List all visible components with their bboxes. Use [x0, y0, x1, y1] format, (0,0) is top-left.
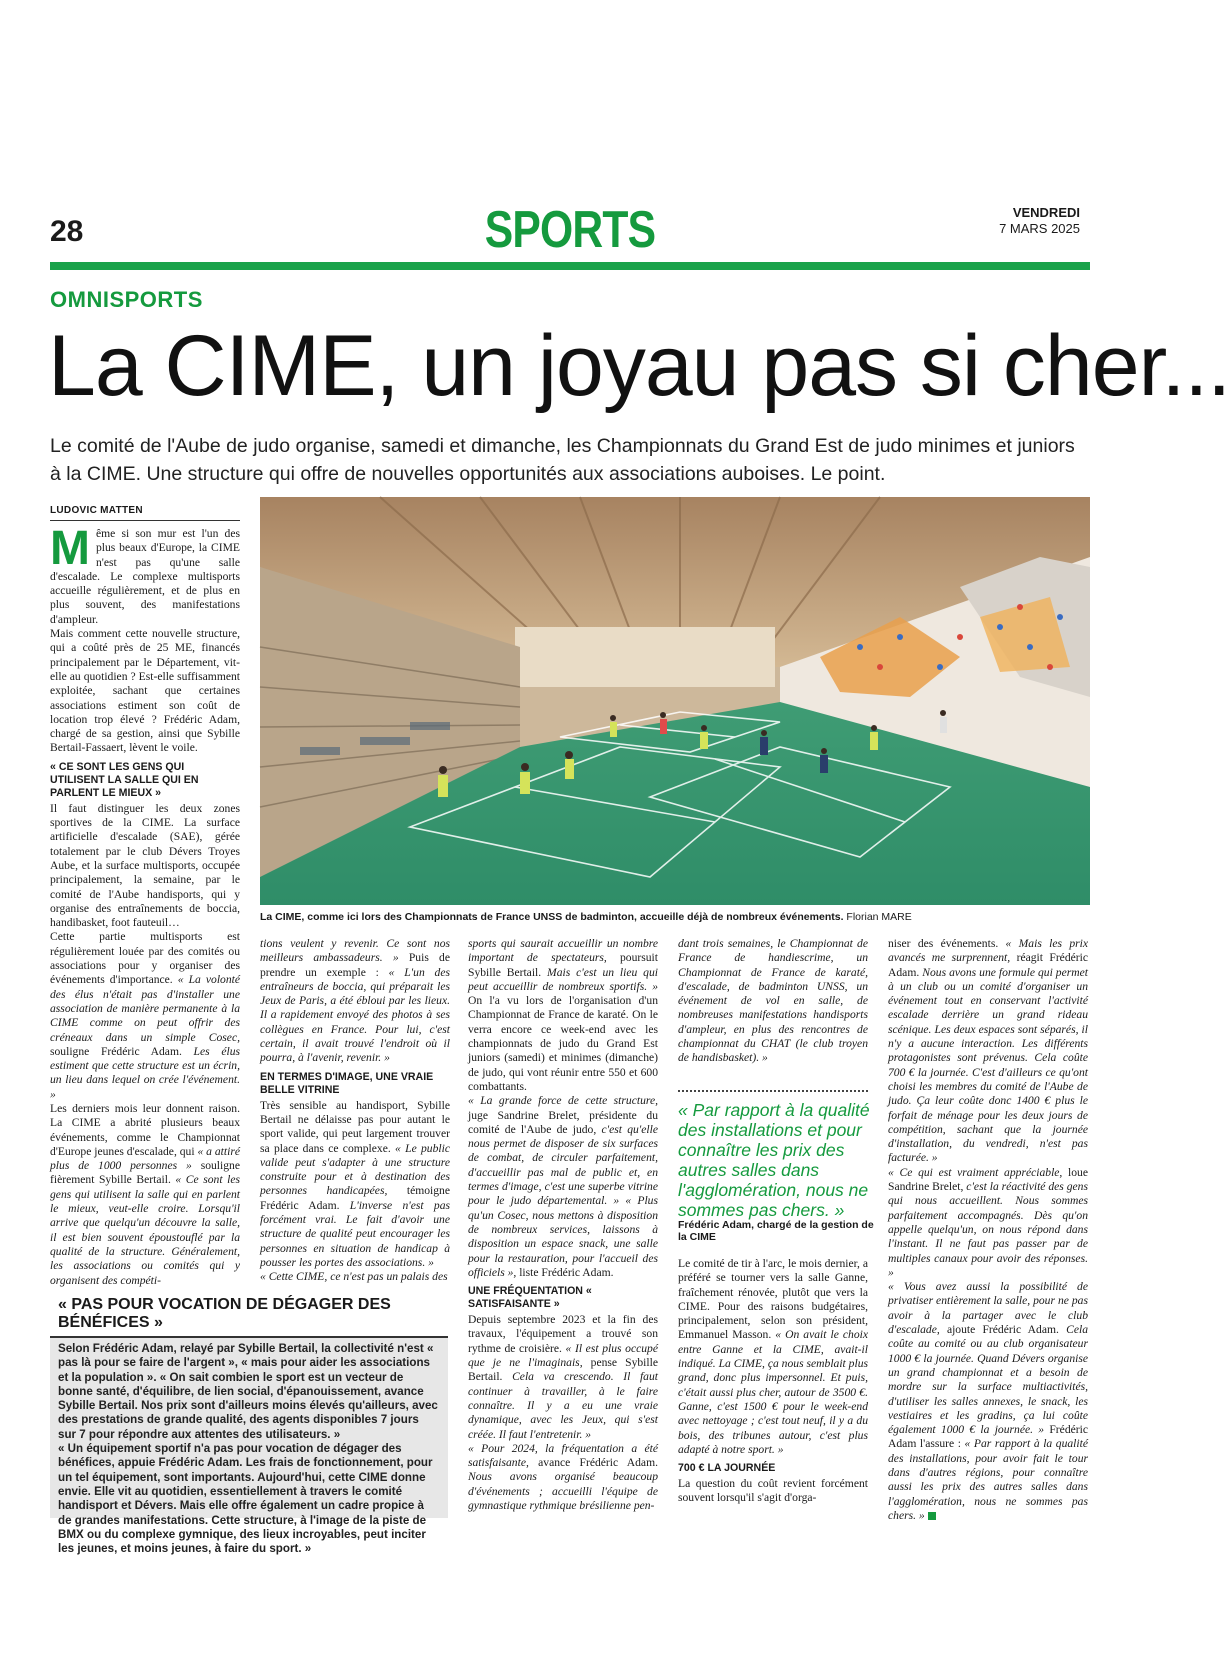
col1-p2: Mais comment cette nouvelle structure, qui a coûté près de 25 ME, financés principalement par le Département, vit-elle au quotidien ? Est-elle suffisamment exploitée, sachant que certaines associations estiment son coût de location trop élevé ? Frédéric Adam, chargé de sa gestion, ainsi que Sybille Bertail-Fassaert, lèvent le voile.	[50, 627, 240, 755]
col2-subhead: EN TERMES D'IMAGE, UNE VRAIE BELLE VITRINE	[260, 1070, 434, 1096]
page-number: 28	[50, 215, 84, 248]
col4-subhead: 700 € LA JOURNÉE	[678, 1462, 776, 1475]
col1-p5: Les derniers mois leur donnent raison. La CIME a abrité plusieurs beaux événements, comme le Championnat d'Europe jeunes d'escalade, qui « a attiré plus de 1000 personnes » souligne fièrement Sybille Bertail. « Ce sont les gens qui utilisent la salle qui en parlent le mieux, veut-elle croire. Lorsqu'il arrive que quelqu'un découvre la salle, il est bien souvent époustouflé par la qualité de la structure. Généralement, les associations ou comités qui y organisent des compéti-	[50, 1101, 240, 1287]
article-kicker: OMNISPORTS	[50, 287, 203, 312]
col3-p2: « La grande force de cette structure, juge Sandrine Brelet, présidente du comité de l'Aube de judo, c'est qu'elle nous permet de disposer de six surfaces de combat, de circuler parfaitement, d'accueillir pas mal de public et, en termes d'image, c'est une superbe vitrine pour le judo départemental. » « Plus qu'un Cosec, nous mettons à disposition de nombreux services, laissons à disposition un espace snack, une salle pour la restauration, pour l'accueil des officiels », liste Frédéric Adam.	[468, 1094, 658, 1279]
section-title: SPORTS	[484, 201, 656, 259]
photo-credit: Florian MARE	[846, 911, 912, 923]
pullquote-source: Frédéric Adam, chargé de la gestion de la CIME	[678, 1219, 874, 1243]
dateline-date: 7 MARS 2025	[999, 221, 1080, 236]
col5-p3: « Vous avez aussi la possibilité de privatiser entièrement la salle, pour ne pas avoir à la partager avec le club d'escalade, ajoute Frédéric Adam. Cela coûte au comité ou au club organisateur 1000 € la journée. Quand Dévers organise un grand championnat et a besoin de mordre sur la surface multiactivités, d'utiliser les salles annexes, le snack, les vestiaires et les gradins, ça lui coûte également 1000 € la journée. » Frédéric Adam l'assure : « Par rapport à la qualité des installations, pour avoir fait le tour dans d'autres régions, pour connaître aussi les prix des autres salles dans l'agglomération, nous ne sommes pas chers. »	[888, 1280, 1088, 1522]
article-column-3	[468, 937, 658, 1522]
col2-p1: tions veulent y revenir. Ce sont nos meilleurs ambassadeurs. » Puis de prendre un exemple : « L'un des entraîneurs de boccia, qui préparait les Jeux de Paris, a été ébloui par les lieux. Il a rapidement envoyé des photos à ses collègues en France. Pour lui, c'est certain, il avait trouvé l'endroit où il pourra, à l'avenir, revenir. »	[260, 937, 450, 1065]
photo-caption	[260, 911, 1090, 923]
article-column-1	[50, 522, 241, 1287]
col5-p1: niser des événements. « Mais les prix avancés me surprennent, réagit Frédéric Adam. Nous avons une formule qui permet à un club ou un comité d'organiser un événement tout en conservant l'activité escalade derrière un grand rideau scénique. Les deux espaces sont séparés, il n'y a aucune interaction. Les différents protagonistes sont prévenus. Cela coûte 700 € la journée. C'est d'ailleurs ce qu'ont choisi les membres du comité de l'Aube de judo. Ça leur coûte donc 1400 € plus le forfait de ménage pour les deux jours de compétition, sachant que la journée d'installation, du vendredi, n'est pas facturée. »	[888, 937, 1089, 1165]
article-photo	[260, 497, 1090, 905]
article-standfirst: Le comité de l'Aube de judo organise, samedi et dimanche, les Championnats du Grand Est de judo minimes et juniors à la CIME. Une structure qui offre de nouvelles opportunités aux associations auboises. Le point.	[50, 435, 1075, 485]
col4-p2: Le comité de tir à l'arc, le mois dernier, a préféré se tourner vers la salle Ganne, fraîchement rénovée, plutôt que vers la CIME. Pour des raisons budgétaires, principalement, selon son président, Emmanuel Masson. « On avait le choix entre Ganne et la CIME, avait-il indiqué. La CIME, ça nous semblait plus grand, donc plus impersonnel. Et puis, c'était aussi plus cher, autour de 3500 €. Ganne, c'est 1500 € pour le week-end avec nettoyage ; c'est tout neuf, il y a du bois, des tribunes autour, c'est plus adapté à notre sport. »	[678, 1257, 869, 1456]
col1-subhead: « CE SONT LES GENS QUI UTILISENT LA SALLE QUI EN PARLENT LE MIEUX »	[50, 760, 199, 799]
col5-p2: « Ce qui est vraiment appréciable, loue Sandrine Brelet, c'est la réactivité des gens qui nous accueillent. Nous sommes parfaitement accompagnés. Dès qu'on appelle quelqu'un, on nous répond dans l'instant. Il ne faut pas passer par de multiples canaux pour avoir des réponses. »	[888, 1165, 1088, 1279]
article-column-4-top	[678, 937, 868, 1083]
dateline	[999, 205, 1080, 237]
col3-p1: sports qui saurait accueillir un nombre important de spectateurs, poursuit Sybille Bertail. Mais c'est un lieu qui peut accueillir de nombreux sportifs. » On l'a vu lors de l'organisation d'un Championnat de France de karaté. On le verra encore ce week-end avec les championnats de judo du Grand Est juniors (samedi) et minimes (dimanche) de judo, qui vont réunir entre 550 et 600 combattants.	[468, 937, 658, 1093]
header-rule	[50, 262, 1090, 270]
col3-subhead: UNE FRÉQUENTATION « SATISFAISANTE »	[468, 1285, 592, 1311]
sidebar-box-title: « PAS POUR VOCATION DE DÉGAGER DES BÉNÉFICES »	[50, 1290, 448, 1338]
col3-p3: Depuis septembre 2023 et la fin des travaux, l'équipement a trouvé son rythme de croisière. « Il est plus occupé que je ne l'imaginais, pense Sybille Bertail. Cela va crescendo. Il faut continuer à travailler, à le faire connaître. Il y a eu une vraie dynamique, avec les Jeux, qui s'est créée. Il faut l'entretenir. »	[468, 1313, 658, 1441]
sidebar-box-p1: Selon Frédéric Adam, relayé par Sybille Bertail, la collectivité n'est « pas là pour se faire de l'argent », « mais pour aider les associations et la population ». « On sait combien le sport est un vecteur de bonne santé, d'équilibre, de lien social, d'épanouissement, avance Sybille Bertail. Nos prix sont d'ailleurs moins élevés qu'ailleurs, avec des prestations de grande qualité, des agents disponibles 7 jours sur 7 pour répondre aux attentes des utilisateurs. »	[58, 1342, 438, 1441]
col4-p3: La question du coût revient forcément souvent lorsqu'il s'agit d'orga-	[678, 1477, 868, 1505]
col2-p2: Très sensible au handisport, Sybille Bertail ne délaisse pas pour autant le sport valide, qui peut largement trouver sa place dans ce complexe. « Le public valide peut s'adapter à une structure construite pour et à destination des personnes handicapées, témoigne Frédéric Adam. L'inverse n'est pas forcément vrai. Le fait d'avoir une structure de qualité peut encourager les personnes en situation de handicap à pousser les portes des associations. »	[260, 1098, 451, 1269]
pullquote: « Par rapport à la qualité des installations et pour connaître les prix des autres salles dans l'agglomération, nous ne sommes pas chers. »	[678, 1100, 870, 1220]
dateline-day: VENDREDI	[1012, 205, 1080, 220]
article-column-2	[260, 937, 450, 1282]
col1-p1: ême si son mur est l'un des plus beaux d'Europe, la CIME n'est pas qu'une salle d'escalade. Le complexe multisports accueille régulièrement, et de plus en plus souvent, des manifestations d'ampleur.	[50, 527, 240, 626]
col4-p1: dant trois semaines, le Championnat de France de handiescrime, un Championnat de France de karaté, d'escalade, de badminton UNSS, un événement de vol en salle, de nombreuses manifestations handisports d'ampleur, en plus des rencontres de championnat du CHAT (le club troyen de handisbasket). »	[678, 937, 868, 1065]
sidebar-box-text	[50, 1338, 448, 1560]
col1-p3: Il faut distinguer les deux zones sportives de la CIME. La surface artificielle d'escalade (SAE), gérée totalement par le club Dévers Troyes Aube, et la surface multisports, occupée principalement, la semaine, par le comité de l'Aube handisports, qui y organise des entraînements de boccia, handibasket, foot fauteuil…	[50, 801, 240, 930]
dropcap: M	[50, 522, 90, 575]
article-title: La CIME, un joyau pas si cher...	[48, 318, 1230, 414]
byline: LUDOVIC MATTEN	[50, 505, 143, 516]
badminton-hall-illustration	[260, 497, 1090, 905]
article-column-5	[888, 937, 1088, 1522]
col3-p4: « Pour 2024, la fréquentation a été satisfaisante, avance Frédéric Adam. Nous avons organisé beaucoup d'événements ; accueilli l'équipe de gymnastique rythmique brésilienne pen-	[468, 1441, 658, 1512]
sidebar-box-p2: « Un équipement sportif n'a pas pour vocation de dégager des bénéfices, appuie Frédéric Adam. Les frais de fonctionnement, pour un tel équipement, sont importants. Aujourd'hui, cette CIME donne envie. Elle vit au quotidien, essentiellement à travers le comité handisport et Dévers. Mais elle offre également un cadre propice à de grandes manifestations. Cette structure, à l'image de la piste de BMX ou du complexe gymnique, des lieux incroyables, peut inciter les jeunes, et moins jeunes, à faire du sport. »	[58, 1442, 433, 1556]
col1-p4: Cette partie multisports est régulièrement louée par des comités ou associations pour y organiser des événements d'importance. « La volonté des élus n'était pas d'installer une association de manière permanente à la CIME comme on peut offrir des créneaux dans un simple Cosec, souligne Frédéric Adam. Les élus estiment que cette structure est un écrin, un lieu dans lequel on crée l'événement. »	[50, 930, 241, 1101]
pullquote-divider	[678, 1090, 868, 1092]
article-column-4-bottom	[678, 1257, 868, 1522]
byline-rule	[50, 520, 240, 521]
col2-p3: « Cette CIME, ce n'est pas un palais des	[260, 1270, 448, 1284]
sidebar-box	[50, 1290, 448, 1556]
end-mark-icon	[928, 1512, 936, 1520]
caption-text: La CIME, comme ici lors des Championnats de France UNSS de badminton, accueille déjà de nombreux événements.	[260, 911, 844, 923]
